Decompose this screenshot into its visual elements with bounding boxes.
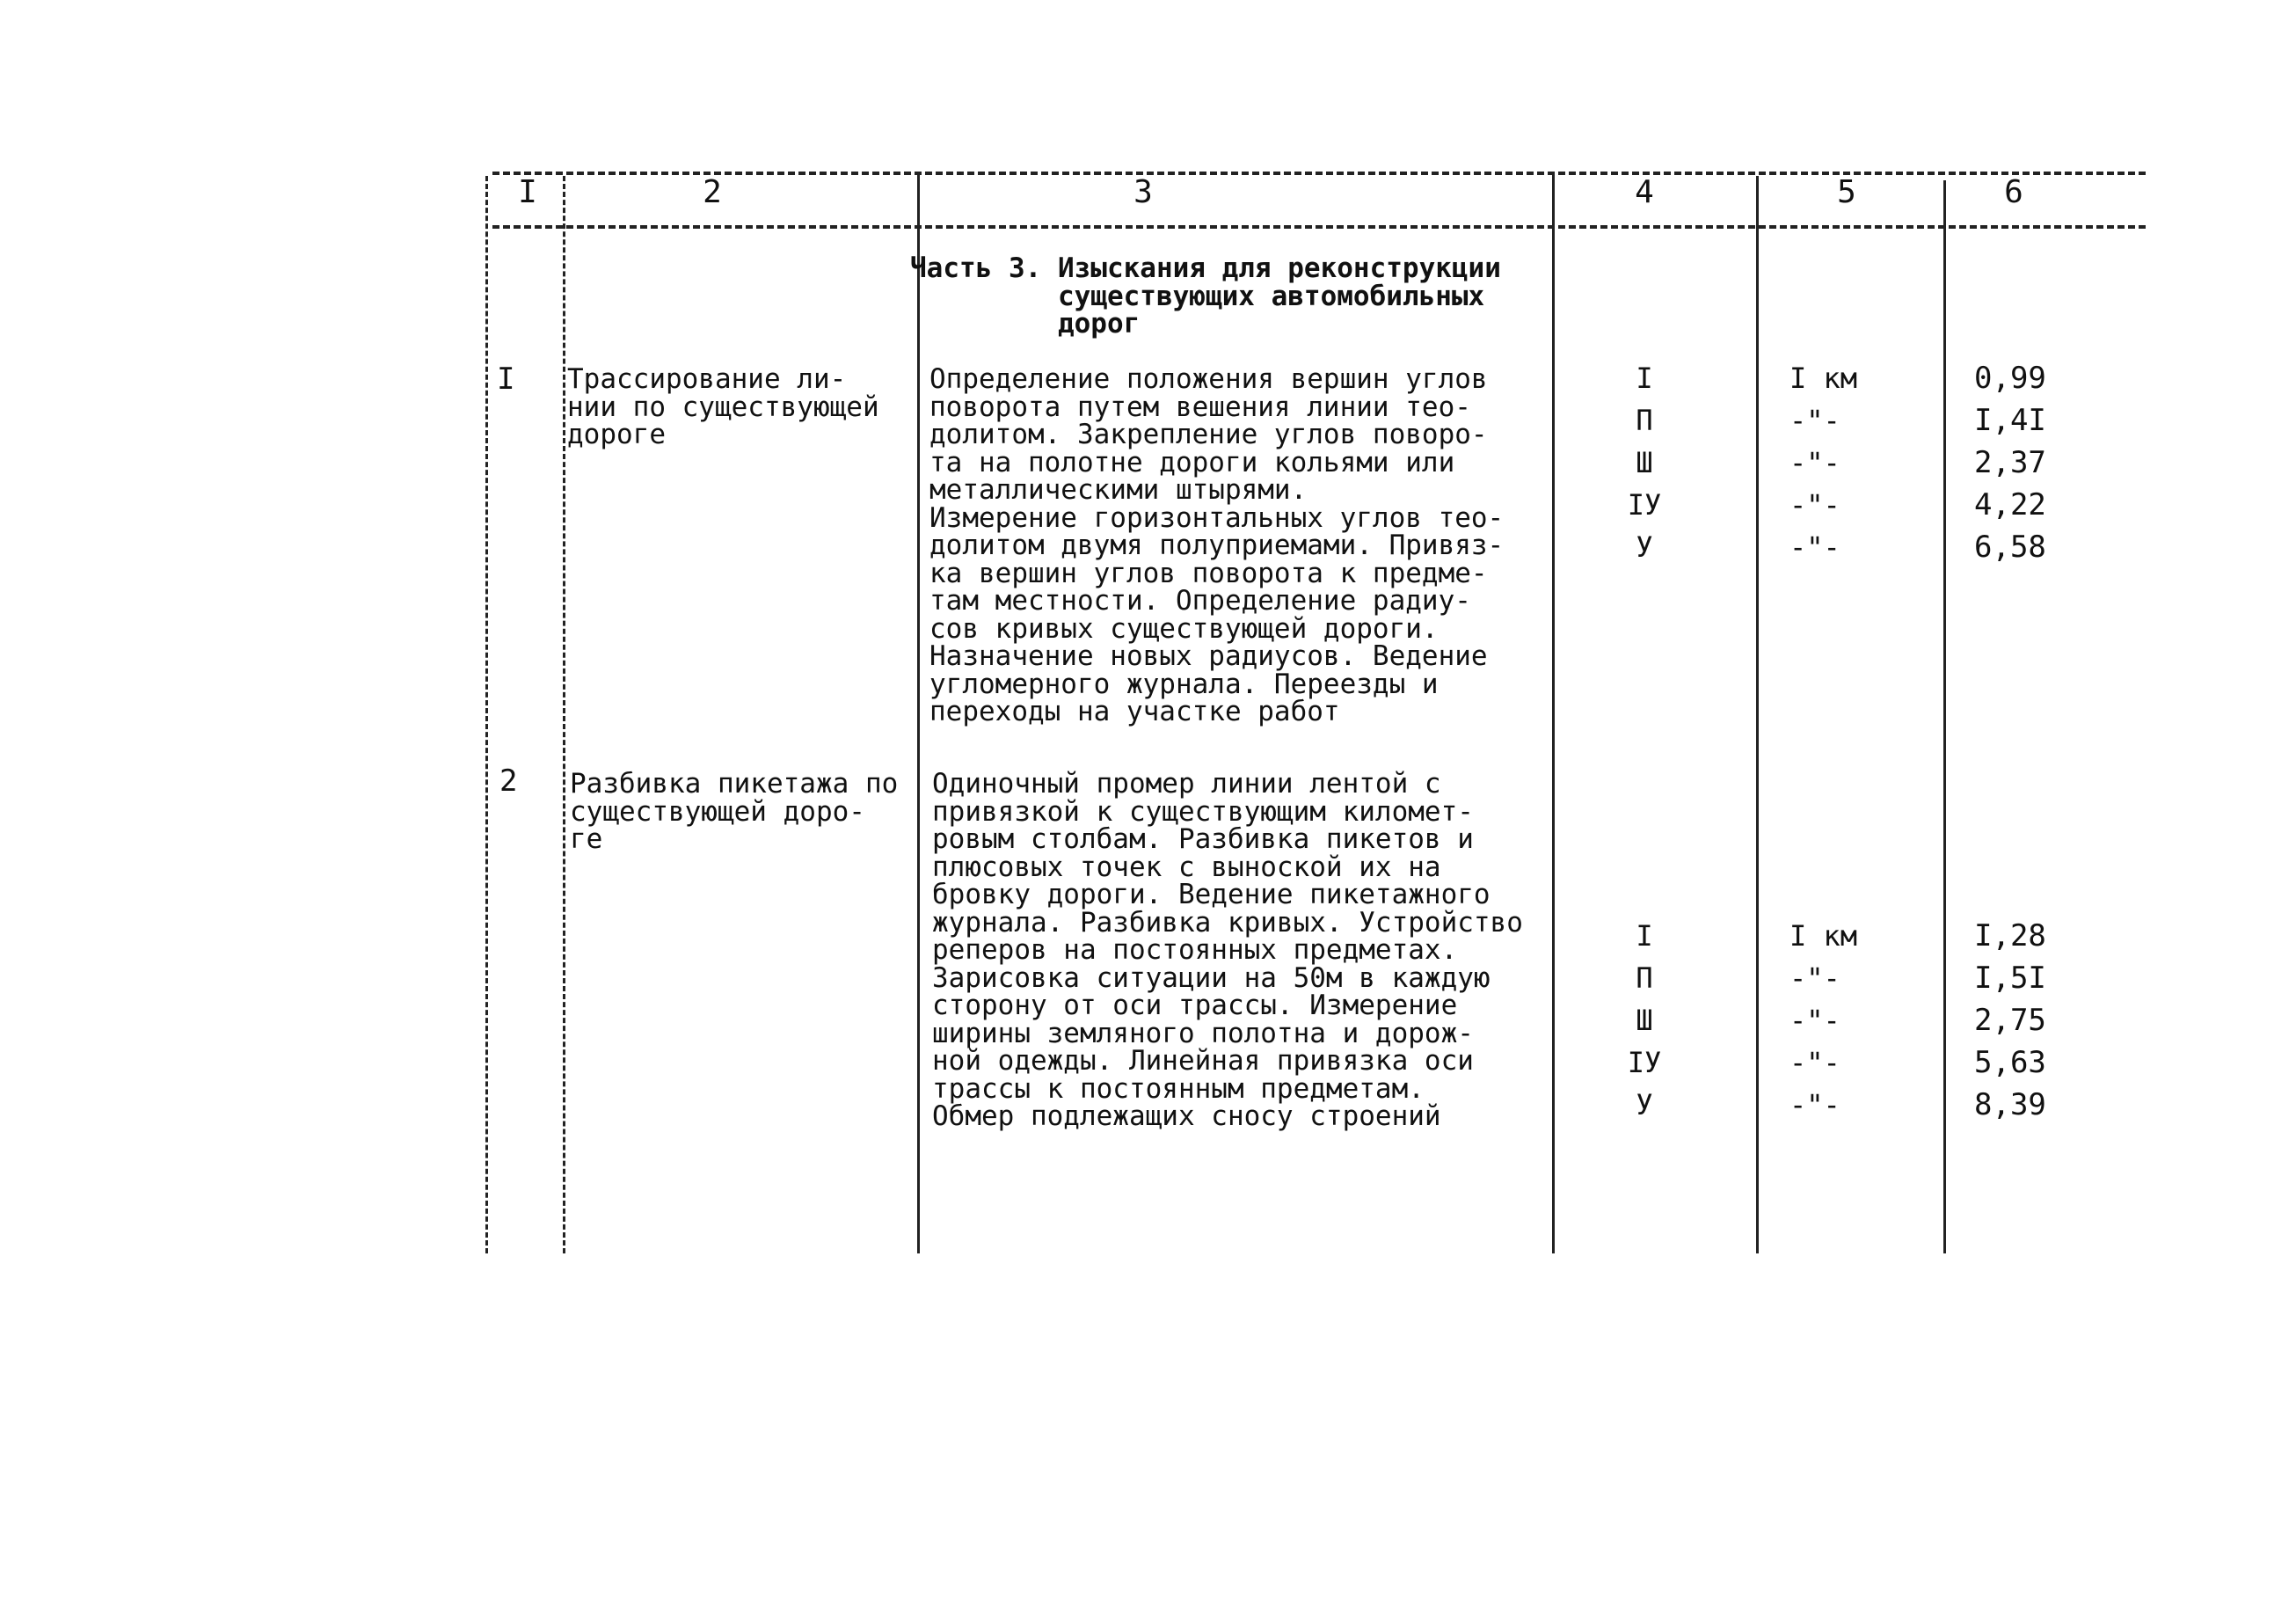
table-header-rule bbox=[492, 225, 2146, 229]
unit-cell: -"- bbox=[1789, 961, 1840, 995]
column-header-1: I bbox=[518, 174, 537, 210]
column-header-3: 3 bbox=[1133, 174, 1153, 210]
unit-cell: -"- bbox=[1789, 446, 1840, 479]
unit-cell: I км bbox=[1789, 919, 1858, 953]
value-cell: 0,99 bbox=[1974, 361, 2046, 396]
unit-cell: -"- bbox=[1789, 530, 1840, 564]
category-cell: П bbox=[1636, 961, 1653, 995]
category-list bbox=[1609, 357, 1680, 568]
value-cell: 4,22 bbox=[1974, 487, 2046, 522]
unit-cell: I км bbox=[1789, 362, 1858, 395]
row-work-name: Трассирование ли- нии по существующей дороге bbox=[567, 363, 879, 450]
category-cell: Ш bbox=[1636, 446, 1653, 479]
row-number: 2 bbox=[499, 763, 518, 799]
unit-cell: -"- bbox=[1789, 1088, 1840, 1121]
category-cell: IУ bbox=[1627, 488, 1662, 522]
column-divider bbox=[563, 176, 565, 1253]
value-list bbox=[1974, 357, 2046, 568]
unit-cell: -"- bbox=[1789, 488, 1840, 522]
unit-cell: -"- bbox=[1789, 404, 1840, 437]
category-cell: Ш bbox=[1636, 1004, 1653, 1037]
row-description: Определение положения вершин углов поворота путем вешения линии тео- долитом. Закрепление углов поворо- та на полотне дороги кольями или металлическими штырями. Измерение горизонтальных углов тео- долитом двумя полуприемами. Привяз- ка вершин углов поворота к предме- там местности. Определение радиу- сов кривых существующей дороги. Назначение новых радиусов. Ведение угломерного журнала. Переезды и переходы на участке работ bbox=[929, 363, 1505, 727]
value-cell: 8,39 bbox=[1974, 1087, 2046, 1122]
value-list bbox=[1974, 915, 2046, 1126]
category-list bbox=[1609, 915, 1680, 1126]
value-cell: I,4I bbox=[1974, 403, 2046, 438]
unit-list bbox=[1789, 357, 1857, 568]
category-cell: I bbox=[1636, 919, 1653, 953]
category-cell: I bbox=[1636, 362, 1653, 395]
category-cell: IУ bbox=[1627, 1046, 1662, 1079]
column-divider bbox=[1756, 176, 1759, 1253]
row-work-name: Разбивка пикетажа по существующей доро- ге bbox=[570, 768, 899, 855]
column-header-6: 6 bbox=[2004, 174, 2023, 210]
column-divider bbox=[1943, 180, 1946, 1253]
value-cell: 2,37 bbox=[1974, 445, 2046, 480]
unit-cell: -"- bbox=[1789, 1004, 1840, 1037]
column-header-5: 5 bbox=[1837, 174, 1856, 210]
category-cell: У bbox=[1636, 530, 1653, 564]
value-cell: I,28 bbox=[1974, 918, 2046, 953]
value-cell: 6,58 bbox=[1974, 530, 2046, 565]
column-divider bbox=[1552, 172, 1555, 1253]
unit-cell: -"- bbox=[1789, 1046, 1840, 1079]
value-cell: 5,63 bbox=[1974, 1045, 2046, 1080]
value-cell: I,5I bbox=[1974, 961, 2046, 996]
category-cell: П bbox=[1636, 404, 1653, 437]
row-number: I bbox=[497, 362, 515, 397]
column-header-4: 4 bbox=[1635, 174, 1654, 210]
value-cell: 2,75 bbox=[1974, 1003, 2046, 1038]
section-title: Часть 3. Изыскания для реконструкции существующих автомобильных дорог bbox=[910, 252, 1501, 340]
column-divider bbox=[485, 176, 488, 1253]
unit-list bbox=[1789, 915, 1857, 1126]
category-cell: У bbox=[1636, 1088, 1653, 1121]
row-description: Одиночный промер линии лентой с привязкой к существующим километ- ровым столбам. Разбивка пикетов и плюсовых точек с выноской их на бровку дороги. Ведение пикетажного журнала. Разбивка кривых. Устройство реперов на постоянных предметах. Зарисовка ситуации на 50м в каждую сторону от оси трассы. Измерение ширины земляного полотна и дорож- ной одежды. Линейная привязка оси трассы к постоянным предметам. Обмер подлежащих сносу строений bbox=[932, 768, 1523, 1132]
column-header-2: 2 bbox=[703, 174, 722, 210]
